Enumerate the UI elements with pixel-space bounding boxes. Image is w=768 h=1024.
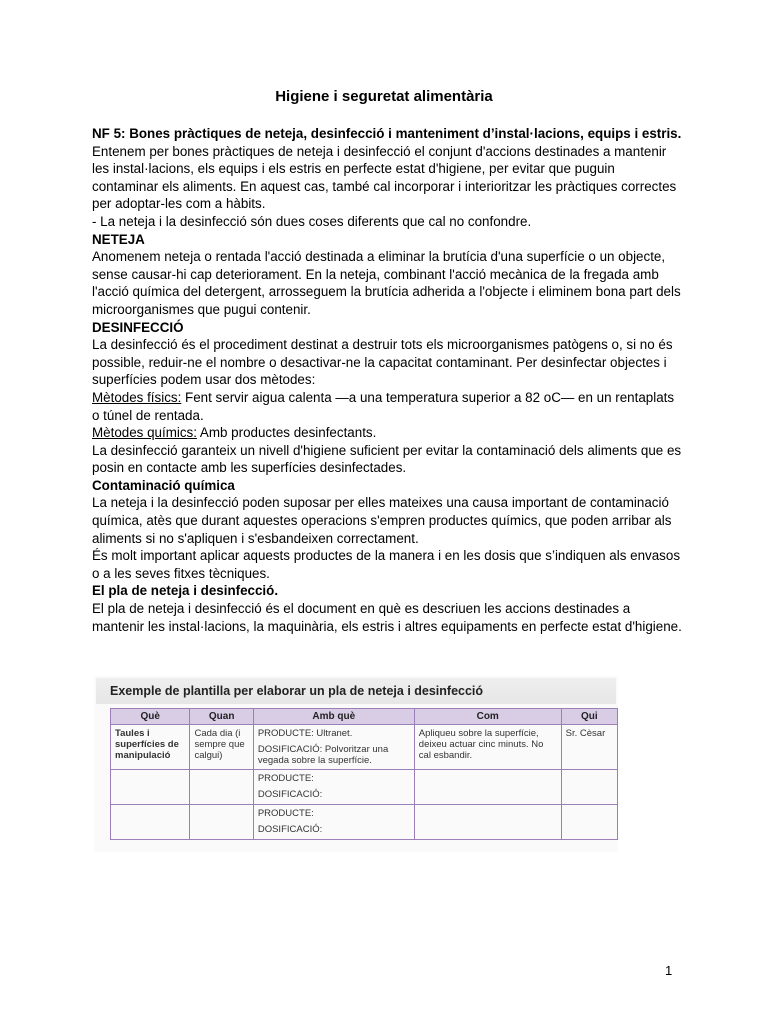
plan-template-table [110,708,618,840]
page-number: 1 [665,963,673,978]
metodes-quimics-paragraph [92,424,682,442]
cell-empty [561,805,617,840]
cell-amb-que [253,725,414,770]
document-body [92,125,682,635]
header-qui: Qui [561,709,617,725]
cell-empty [414,770,561,805]
cell-empty [111,770,190,805]
note-paragraph: - La neteja i la desinfecció són dues coses diferents que cal no confondre. [92,213,532,229]
table-row [111,770,618,805]
desinfeccio-paragraph: La desinfecció és el procediment destinat a destruir tots els microorganismes patògens o, si no és possible, reduir-ne el nombre o desactivar-ne la capacitat contaminant. Per desinfectar objectes i superfícies podem usar dos mètodes: [92,337,673,388]
pla-heading: El pla de neteja i desinfecció. [92,583,279,599]
document-title: Higiene i seguretat alimentària [275,88,493,105]
desinfeccio-heading: DESINFECCIÓ [92,319,184,335]
desinfeccio-paragraph-2: La desinfecció garanteix un nivell d'higiene suficient per evitar la contaminació dels aliments que es posin en contacte amb les superfícies desinfectades. [92,442,682,476]
intro-paragraph: Entenem per bones pràctiques de neteja i desinfecció el conjunt d'accions destinades a mantenir les instal·lacions, els equips i els estris en perfecte estat d'higiene, per evitar que puguin contaminar els aliments. En aquest cas, també cal incorporar i interioritzar les pràctiques correctes per adoptar-les com a hàbits. [92,143,677,212]
cell-empty [561,770,617,805]
figure-title: Exemple de plantilla per elaborar un pla de neteja i desinfecció [96,678,616,704]
table-row [111,805,618,840]
metodes-quimics-text: Amb productes desinfectants. [196,425,377,441]
section-heading: NF 5: Bones pràctiques de neteja, desinfecció i manteniment d’instal·lacions, equips i estris. [92,126,682,141]
cell-empty [414,805,561,840]
cell-empty [111,805,190,840]
producte-text: PRODUCTE: Ultranet. [257,728,353,739]
producte-label: PRODUCTE: [257,773,314,784]
header-amb-que: Amb què [253,709,414,725]
pla-paragraph: El pla de neteja i desinfecció és el document en què es descriuen les accions destinades a mantenir les instal·lacions, la maquinària, els estris i altres equipaments en perfecte estat d'higiene. [92,601,682,634]
cell-empty [190,805,253,840]
header-que: Què [111,709,190,725]
metodes-fisics-label: Mètodes físics: [92,389,182,405]
producte-label: PRODUCTE: [257,808,314,819]
cell-qui: Sr. Cèsar [561,725,617,770]
dosificacio-text: DOSIFICACIÓ: Polvoritzar una vegada sobre la superfície. [257,744,389,766]
cell-que: Taules i superfícies de manipulació [111,725,190,770]
dosificacio-label: DOSIFICACIÓ: [257,824,323,835]
contaminacio-heading: Contaminació química [92,477,235,493]
neteja-heading: NETEJA [92,231,145,247]
cell-amb-que [253,805,414,840]
cell-com: Apliqueu sobre la superfície, deixeu actuar cinc minuts. No cal esbandir. [414,725,561,770]
dosificacio-label: DOSIFICACIÓ: [257,789,323,800]
contaminacio-paragraph: La neteja i la desinfecció poden suposar per elles mateixes una causa important de contaminació química, atès que durant aquestes operacions s'empren productes químics, que poden arribar als aliments si no s'apliquen i s'esbandeixen correctament. [92,495,672,546]
cell-empty [190,770,253,805]
header-quan: Quan [190,709,253,725]
plan-template-figure [94,676,618,852]
table-row [111,725,618,770]
cell-quan: Cada dia (i sempre que calgui) [190,725,253,770]
metodes-fisics-paragraph [92,389,682,424]
table-header-row [111,709,618,725]
header-com: Com [414,709,561,725]
metodes-fisics-text: Fent servir aigua calenta —a una temperatura superior a 82 oC— en un rentaplats o túnel de rentada. [92,389,675,423]
metodes-quimics-label: Mètodes químics: [92,425,197,441]
neteja-paragraph: Anomenem neteja o rentada l'acció destinada a eliminar la brutícia d'una superfície o un objecte, sense causar-hi cap deteriorament. En la neteja, combinant l'acció mecànica de la fregada amb l'acció química del detergent, arrosseguem la brutícia adherida a l'objecte i eliminem bona part dels microorganismes que pugui contenir. [92,249,681,317]
cell-amb-que [253,770,414,805]
contaminacio-paragraph-2: És molt important aplicar aquests productes de la manera i en les dosis que s’indiquen als envasos o a les seves fitxes tècniques. [92,548,681,581]
